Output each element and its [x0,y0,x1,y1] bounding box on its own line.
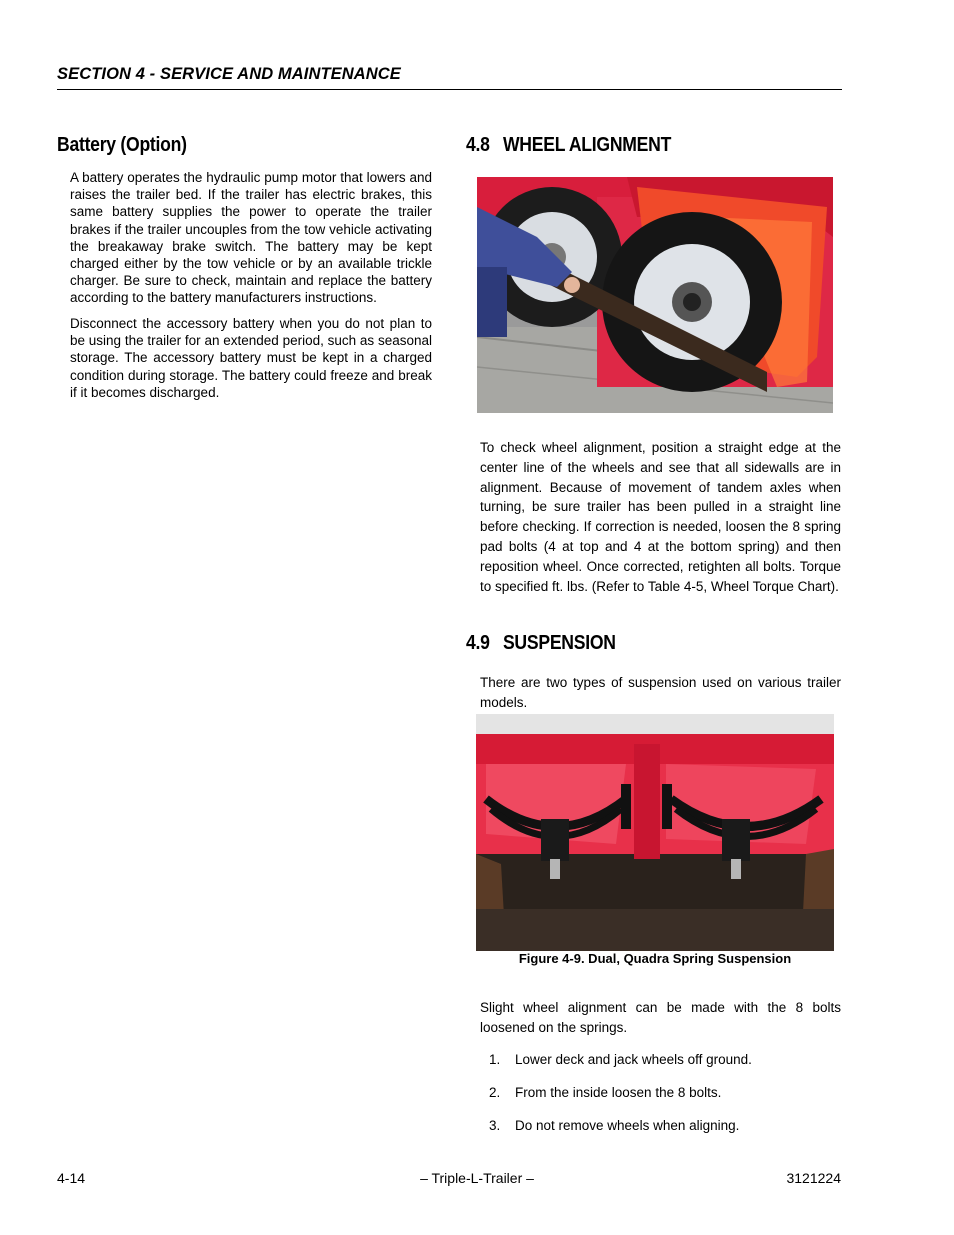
wheel-alignment-title: WHEEL ALIGNMENT [502,134,672,156]
suspension-intro: There are two types of suspension used on various trailer models. [480,675,841,710]
step-text: From the inside loosen the 8 bolts. [515,1085,722,1100]
step-number: 3. [489,1118,501,1133]
footer-product: – Triple-L-Trailer – [420,1170,534,1186]
header-rule [57,89,842,90]
battery-paragraph-1: A battery operates the hydraulic pump motor that lowers and raises the trailer bed. If the trailer has electric brakes, this same battery supplies the power to operate the trailer brakes if the trailer uncouples from the tow vehicle activating the breakaway brake switch. The battery may be kept charged either by the tow vehicle or by an available trickle charger. Be sure to check, maintain and replace the battery according to the battery manufacturers instructions. [70,170,432,306]
battery-paragraph-2: Disconnect the accessory battery when you do not plan to be using the trailer for an extended period, such as seasonal storage. The accessory battery must be kept in a charged condition during storage. The battery could freeze and break if it becomes discharged. [70,316,432,400]
suspension-photo [476,714,834,951]
step-text: Lower deck and jack wheels off ground. [515,1052,752,1067]
battery-heading: Battery (Option) [57,134,187,156]
suspension-number: 4.9 [466,632,490,654]
suspension-illustration [476,714,834,951]
step-text: Do not remove wheels when aligning. [515,1118,740,1133]
step-item [489,1052,752,1067]
page-number: 4-14 [57,1170,86,1186]
suspension-body: Slight wheel alignment can be made with the 8 bolts loosened on the springs. [480,1000,841,1035]
section-header: SECTION 4 - SERVICE AND MAINTENANCE [57,65,401,83]
wheel-alignment-illustration [477,177,833,413]
suspension-heading [466,632,616,655]
figure-caption: Figure 4-9. Dual, Quadra Spring Suspension [518,951,792,966]
step-item [489,1085,721,1100]
step-number: 1. [489,1052,501,1067]
step-item [489,1118,739,1133]
wheel-alignment-number: 4.8 [466,134,490,156]
suspension-title: SUSPENSION [502,632,616,654]
wheel-alignment-heading [466,134,671,157]
wheel-alignment-body: To check wheel alignment, position a straight edge at the center line of the wheels and see that all sidewalls are in alignment. Because of movement of tandem axles when turning, be sure trailer has been pulled in a straight line before checking. If correction is needed, loosen the 8 spring pad bolts (4 at top and 4 at the bottom spring) and then reposition wheel. Once corrected, retighten all bolts. Torque to specified ft. lbs. (Refer to Table 4-5, Wheel Torque Chart). [480,440,841,594]
doc-number: 3121224 [786,1170,841,1186]
step-number: 2. [489,1085,501,1100]
wheel-alignment-photo [477,177,833,413]
